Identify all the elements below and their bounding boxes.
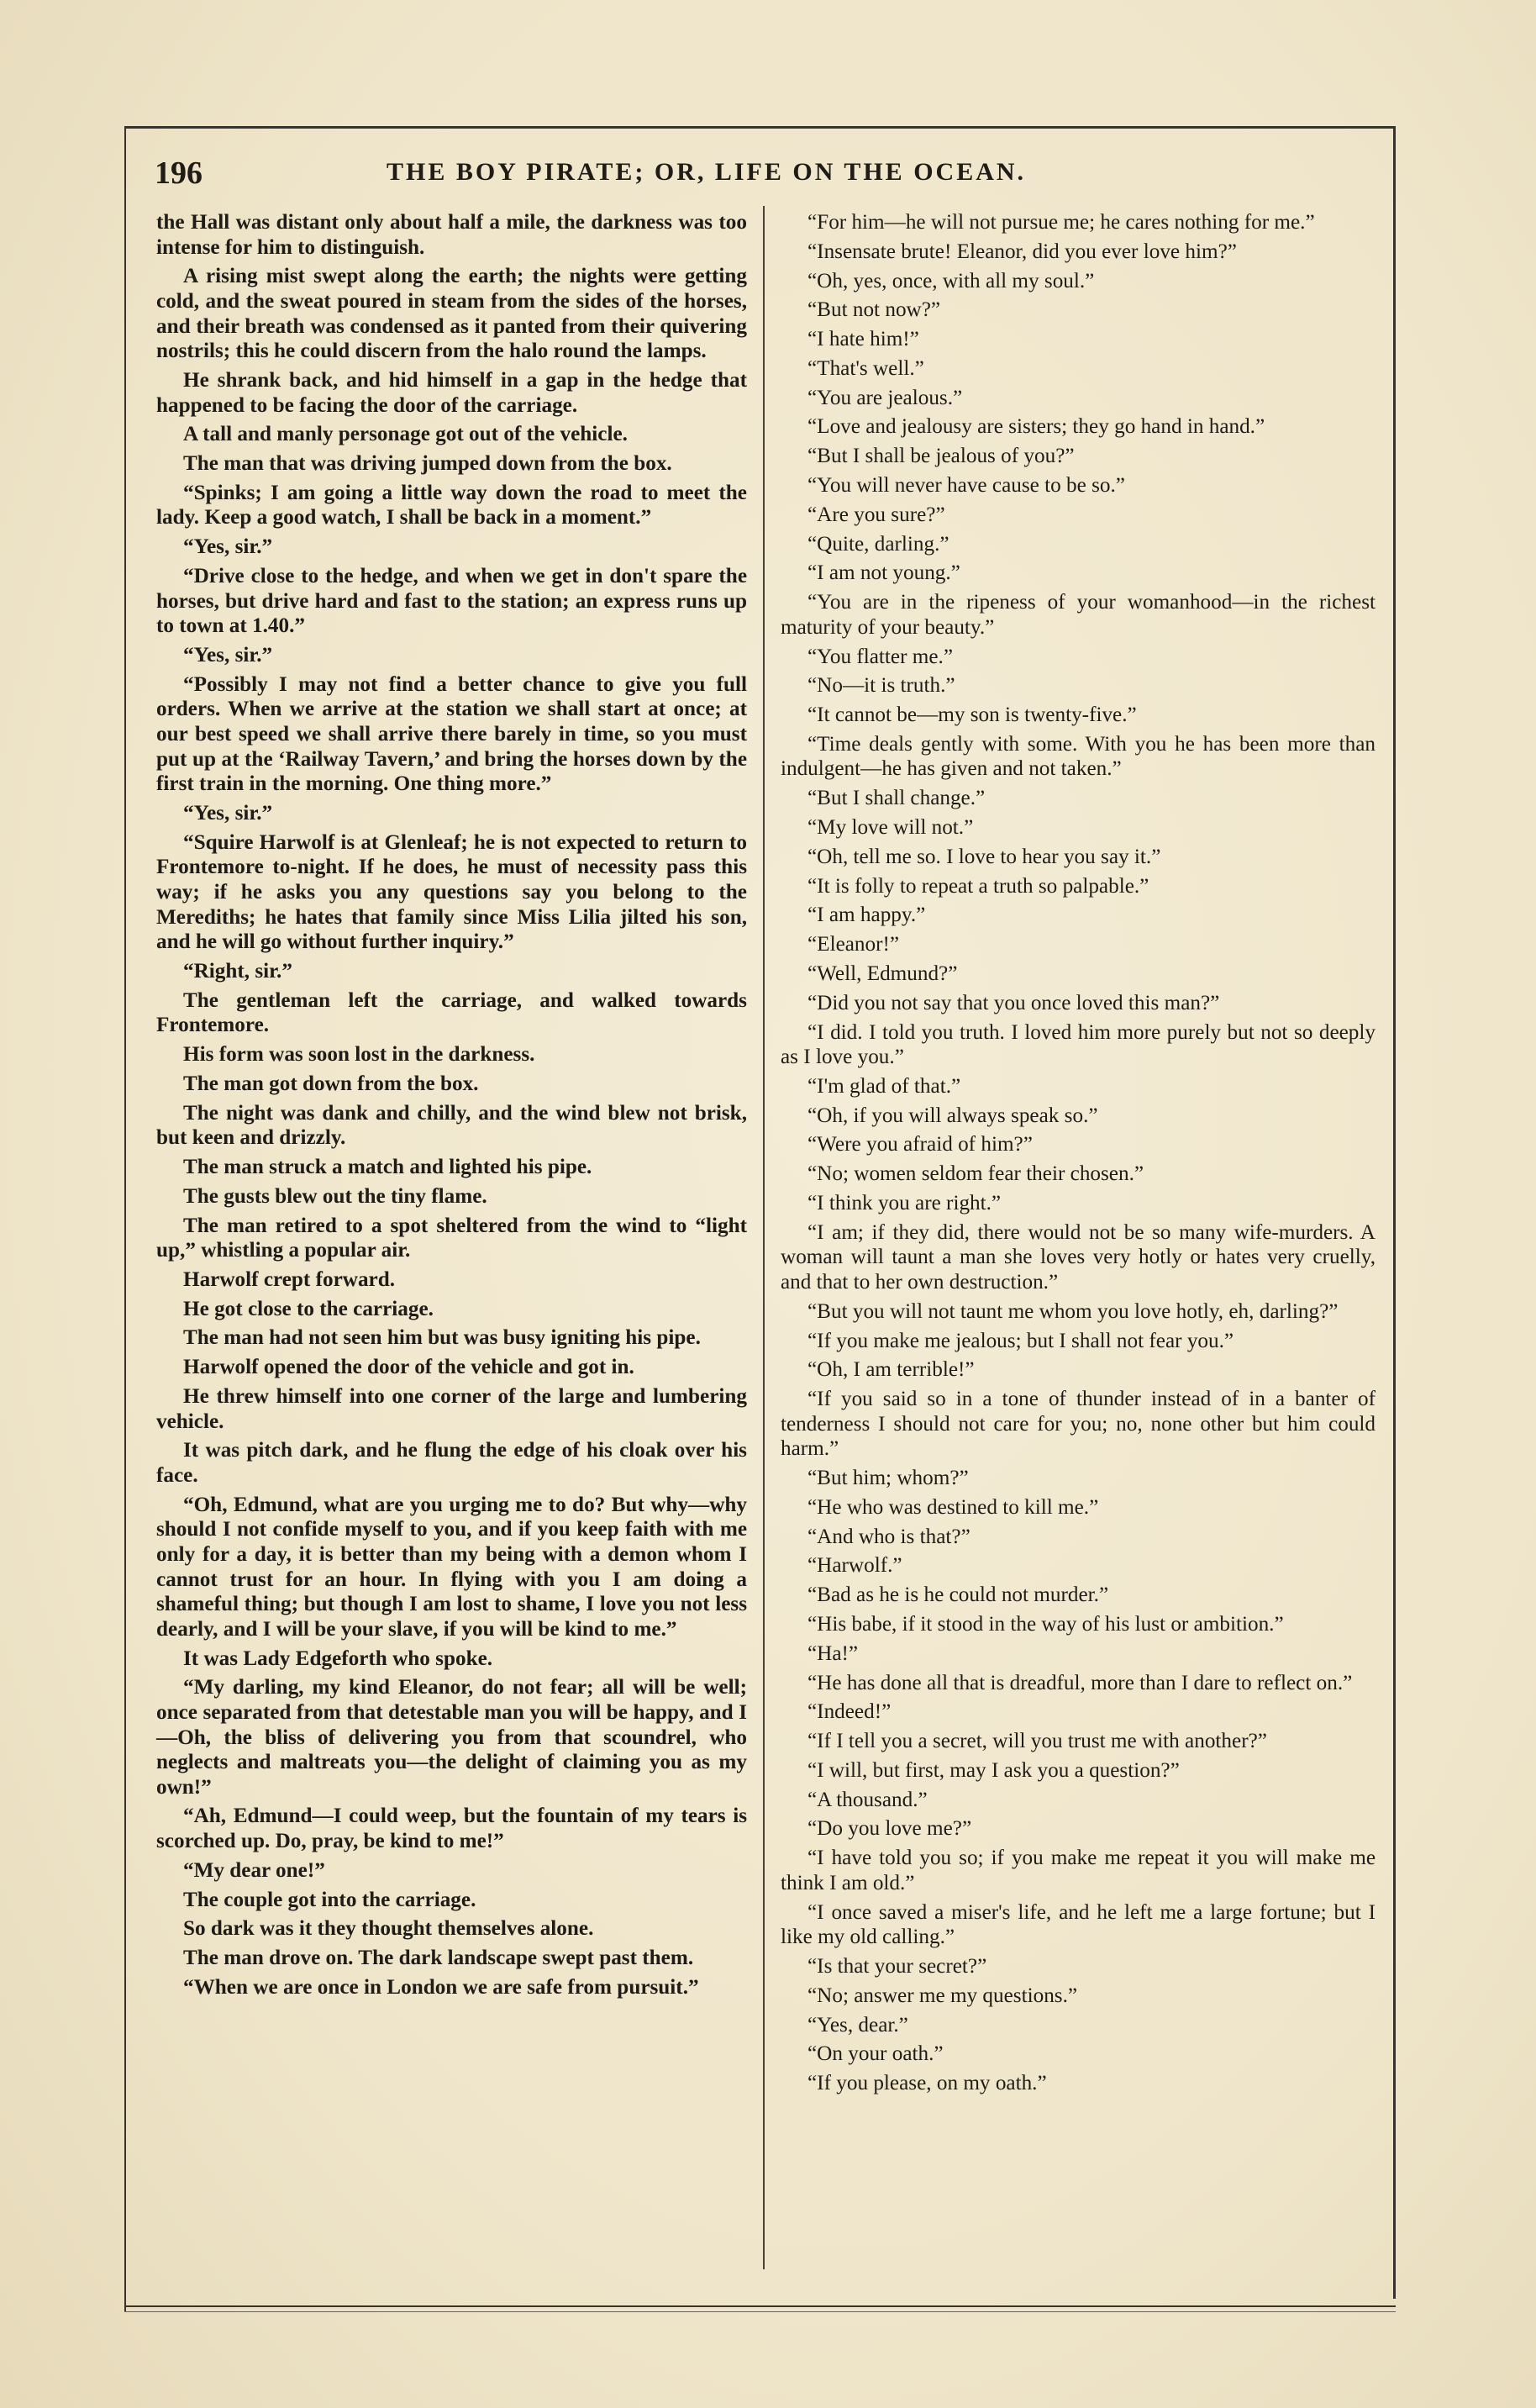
- paragraph: The man retired to a spot sheltered from the wind to “light up,” whistling a popular air.: [156, 1214, 747, 1262]
- paragraph: “I'm glad of that.”: [807, 1074, 961, 1098]
- paragraph: “I did. I told you truth. I loved him more purely but not so deeply as I love you.”: [781, 1020, 1376, 1069]
- paragraph: “But I shall be jealous of you?”: [807, 445, 1075, 468]
- paragraph: “Well, Edmund?”: [807, 962, 958, 985]
- paragraph: “If you please, on my oath.”: [807, 2072, 1047, 2095]
- paragraph: “Is that your secret?”: [807, 1954, 987, 1978]
- paragraph: “Indeed!”: [807, 1700, 892, 1724]
- paragraph: “No; answer me my questions.”: [807, 1984, 1078, 2007]
- paragraph: “But him; whom?”: [807, 1467, 969, 1490]
- paragraph: “I am; if they did, there would not be so many wife-murders. A woman will taunt a man she loves very hotly or hates very cruelly, and that to her own destruction.”: [781, 1220, 1376, 1294]
- paragraph: “My love will not.”: [807, 816, 974, 840]
- paragraph: “You flatter me.”: [807, 645, 954, 668]
- paragraph: A rising mist swept along the earth; the nights were getting cold, and the sweat poured in steam from the sides of the horses, and their breath was condensed as it panted from their quivering nostrils; this he could discern from the halo round the lamps.: [156, 265, 747, 363]
- paragraph: The man that was driving jumped down from the box.: [183, 452, 672, 476]
- paragraph: It was Lady Edgeforth who spoke.: [183, 1647, 493, 1670]
- paragraph: The gentleman left the carriage, and walked towards Frontemore.: [156, 988, 747, 1037]
- paragraph: “Bad as he is he could not murder.”: [807, 1583, 1109, 1607]
- paragraph: “If I tell you a secret, will you trust me with another?”: [807, 1730, 1267, 1753]
- left-border: [124, 126, 126, 2311]
- paragraph: “Time deals gently with some. With you he has been more than indulgent—he has given and not taken.”: [781, 732, 1376, 781]
- paragraph: “He has done all that is dreadful, more than I dare to reflect on.”: [807, 1671, 1353, 1694]
- paragraph: So dark was it they thought themselves alone.: [183, 1917, 594, 1941]
- paragraph: “When we are once in London we are safe from pursuit.”: [183, 1975, 699, 1999]
- paragraph: The man drove on. The dark landscape swept past them.: [183, 1947, 694, 1970]
- paragraph: “He who was destined to kill me.”: [807, 1495, 1099, 1519]
- paragraph: A tall and manly personage got out of the vehicle.: [183, 423, 628, 446]
- column-divider: [763, 206, 765, 2269]
- paragraph: “Possibly I may not find a better chance to give you full orders. When we arrive at the station we shall start at once; at our best speed we shall arrive there barely in time, so you must put up at the ‘Railway Tavern,’ and bring the horses down by the first train in the morning. One thing more.”: [156, 672, 747, 796]
- paragraph: “A thousand.”: [807, 1788, 928, 1811]
- paragraph: The couple got into the carriage.: [183, 1888, 476, 1911]
- paragraph: The night was dank and chilly, and the wind blew not brisk, but keen and drizzly.: [156, 1101, 747, 1150]
- running-title: THE BOY PIRATE; OR, LIFE ON THE OCEAN.: [387, 158, 1027, 186]
- paragraph: “Squire Harwolf is at Glenleaf; he is not expected to return to Frontemore to-night. If he does, he must of necessity pass this way; if he asks you any questions say you belong to the Merediths; he hates that family since Miss Lilia jilted his son, and he will go without further inquiry.”: [156, 830, 747, 954]
- bottom-rule: [124, 2305, 1396, 2307]
- paragraph: “His babe, if it stood in the way of his lust or ambition.”: [807, 1612, 1284, 1636]
- paragraph: “Did you not say that you once loved this man?”: [807, 991, 1220, 1014]
- paragraph: “Yes, dear.”: [807, 2013, 908, 2037]
- paragraph: “I have told you so; if you make me repeat it you will make me think I am old.”: [781, 1847, 1376, 1894]
- paragraph: Harwolf crept forward.: [183, 1267, 396, 1291]
- paragraph: “Yes, sir.”: [183, 801, 273, 825]
- paragraph: “For him—he will not pursue me; he cares nothing for me.”: [807, 211, 1315, 234]
- right-border: [1393, 126, 1396, 2299]
- paragraph: “Quite, darling.”: [807, 532, 949, 556]
- paragraph: “Do you love me?”: [807, 1817, 972, 1841]
- paragraph: “I am happy.”: [807, 904, 926, 927]
- paragraph: “Spinks; I am going a little way down the road to meet the lady. Keep a good watch, I shall be back in a moment.”: [156, 481, 747, 530]
- paragraph: “I think you are right.”: [807, 1192, 1002, 1215]
- paragraph: “Right, sir.”: [183, 959, 292, 983]
- right-column: [781, 210, 1376, 2100]
- paragraph: “Eleanor!”: [807, 933, 900, 956]
- paragraph: “Drive close to the hedge, and when we get in don't spare the horses, but drive hard and fast to the station; an express runs up to town at 1.40.”: [156, 565, 747, 638]
- paragraph: the Hall was distant only about half a mile, the darkness was too intense for him to distinguish.: [156, 211, 747, 259]
- paragraph: He threw himself into one corner of the large and lumbering vehicle.: [156, 1385, 747, 1433]
- paragraph: His form was soon lost in the darkness.: [183, 1043, 535, 1067]
- bottom-rule-thin: [124, 2311, 1396, 2312]
- paragraph: “No; women seldom fear their chosen.”: [807, 1162, 1144, 1186]
- paragraph: “Oh, I am terrible!”: [807, 1358, 975, 1382]
- paragraph: “And who is that?”: [807, 1525, 971, 1548]
- paragraph: “I once saved a miser's life, and he left me a large fortune; but I like my old calling.”: [781, 1900, 1376, 1949]
- paragraph: Harwolf opened the door of the vehicle and got in.: [183, 1356, 634, 1379]
- paragraph: “Love and jealousy are sisters; they go hand in hand.”: [807, 415, 1265, 439]
- paragraph: “But you will not taunt me whom you love hotly, eh, darling?”: [807, 1299, 1339, 1323]
- paragraph: “Yes, sir.”: [183, 644, 273, 667]
- paragraph: “Were you afraid of him?”: [807, 1133, 1033, 1157]
- paragraph: “It is folly to repeat a truth so palpable.”: [807, 874, 1149, 898]
- paragraph: “You are jealous.”: [807, 386, 963, 409]
- paragraph: “Oh, Edmund, what are you urging me to do? But why—why should I not confide myself to you, and if you keep faith with me only for a day, it is better than my being with a demon whom I cannot trust for an hour. In flying with you I am doing a shameful thing; but though I am lost to shame, I love you not less dearly, and I will be your slave, if you will be kind to me.”: [156, 1493, 747, 1641]
- paragraph: “I hate him!”: [807, 328, 919, 351]
- paragraph: The man got down from the box.: [183, 1072, 479, 1095]
- paragraph: “My darling, my kind Eleanor, do not fear; all will be well; once separated from that detestable man you will be happy, and I—Oh, the bliss of delivering you from that scoundrel, who neglects and maltreats you—the delight of claiming you as my own!”: [156, 1676, 747, 1799]
- paragraph: “My dear one!”: [183, 1858, 325, 1882]
- paragraph: “Oh, tell me so. I love to hear you say it.”: [807, 845, 1161, 868]
- paragraph: “It cannot be—my son is twenty-five.”: [807, 703, 1137, 727]
- paragraph: “I am not young.”: [807, 561, 960, 585]
- paragraph: He shrank back, and hid himself in a gap in the hedge that happened to be facing the door of the carriage.: [156, 368, 747, 417]
- paragraph: The man had not seen him but was busy igniting his pipe.: [183, 1326, 701, 1350]
- top-rule: [124, 126, 1396, 129]
- paragraph: “Oh, if you will always speak so.”: [807, 1104, 1098, 1127]
- paragraph: “If you make me jealous; but I shall not fear you.”: [807, 1329, 1234, 1352]
- paragraph: “On your oath.”: [807, 2042, 944, 2066]
- paragraph: “But I shall change.”: [807, 787, 986, 810]
- paragraph: The man struck a match and lighted his pipe.: [183, 1155, 592, 1178]
- paragraph: “But not now?”: [807, 298, 941, 322]
- paragraph: “No—it is truth.”: [807, 674, 955, 698]
- paragraph: The gusts blew out the tiny flame.: [183, 1184, 487, 1208]
- paragraph: “You are in the ripeness of your womanhood—in the richest maturity of your beauty.”: [781, 591, 1376, 639]
- paragraph: “Oh, yes, once, with all my soul.”: [807, 269, 1095, 292]
- paragraph: “Yes, sir.”: [183, 535, 273, 559]
- paragraph: “I will, but first, may I ask you a question?”: [807, 1758, 1180, 1782]
- paragraph: “Insensate brute! Eleanor, did you ever love him?”: [807, 240, 1237, 263]
- paragraph: “Harwolf.”: [807, 1554, 902, 1578]
- paragraph: “Are you sure?”: [807, 503, 945, 526]
- paragraph: “You will never have cause to be so.”: [807, 474, 1125, 498]
- paragraph: “That's well.”: [807, 356, 924, 380]
- paragraph: “If you said so in a tone of thunder instead of in a banter of tenderness I should not care for you; no, none other but him could harm.”: [781, 1388, 1376, 1461]
- paragraph: “Ah, Edmund—I could weep, but the fountain of my tears is scorched up. Do, pray, be kind to me!”: [156, 1805, 747, 1853]
- page-number: 196: [155, 155, 203, 191]
- left-column: [156, 210, 747, 2005]
- paragraph: It was pitch dark, and he flung the edge of his cloak over his face.: [156, 1439, 747, 1487]
- paragraph: He got close to the carriage.: [183, 1297, 434, 1320]
- paragraph: “Ha!”: [807, 1641, 859, 1665]
